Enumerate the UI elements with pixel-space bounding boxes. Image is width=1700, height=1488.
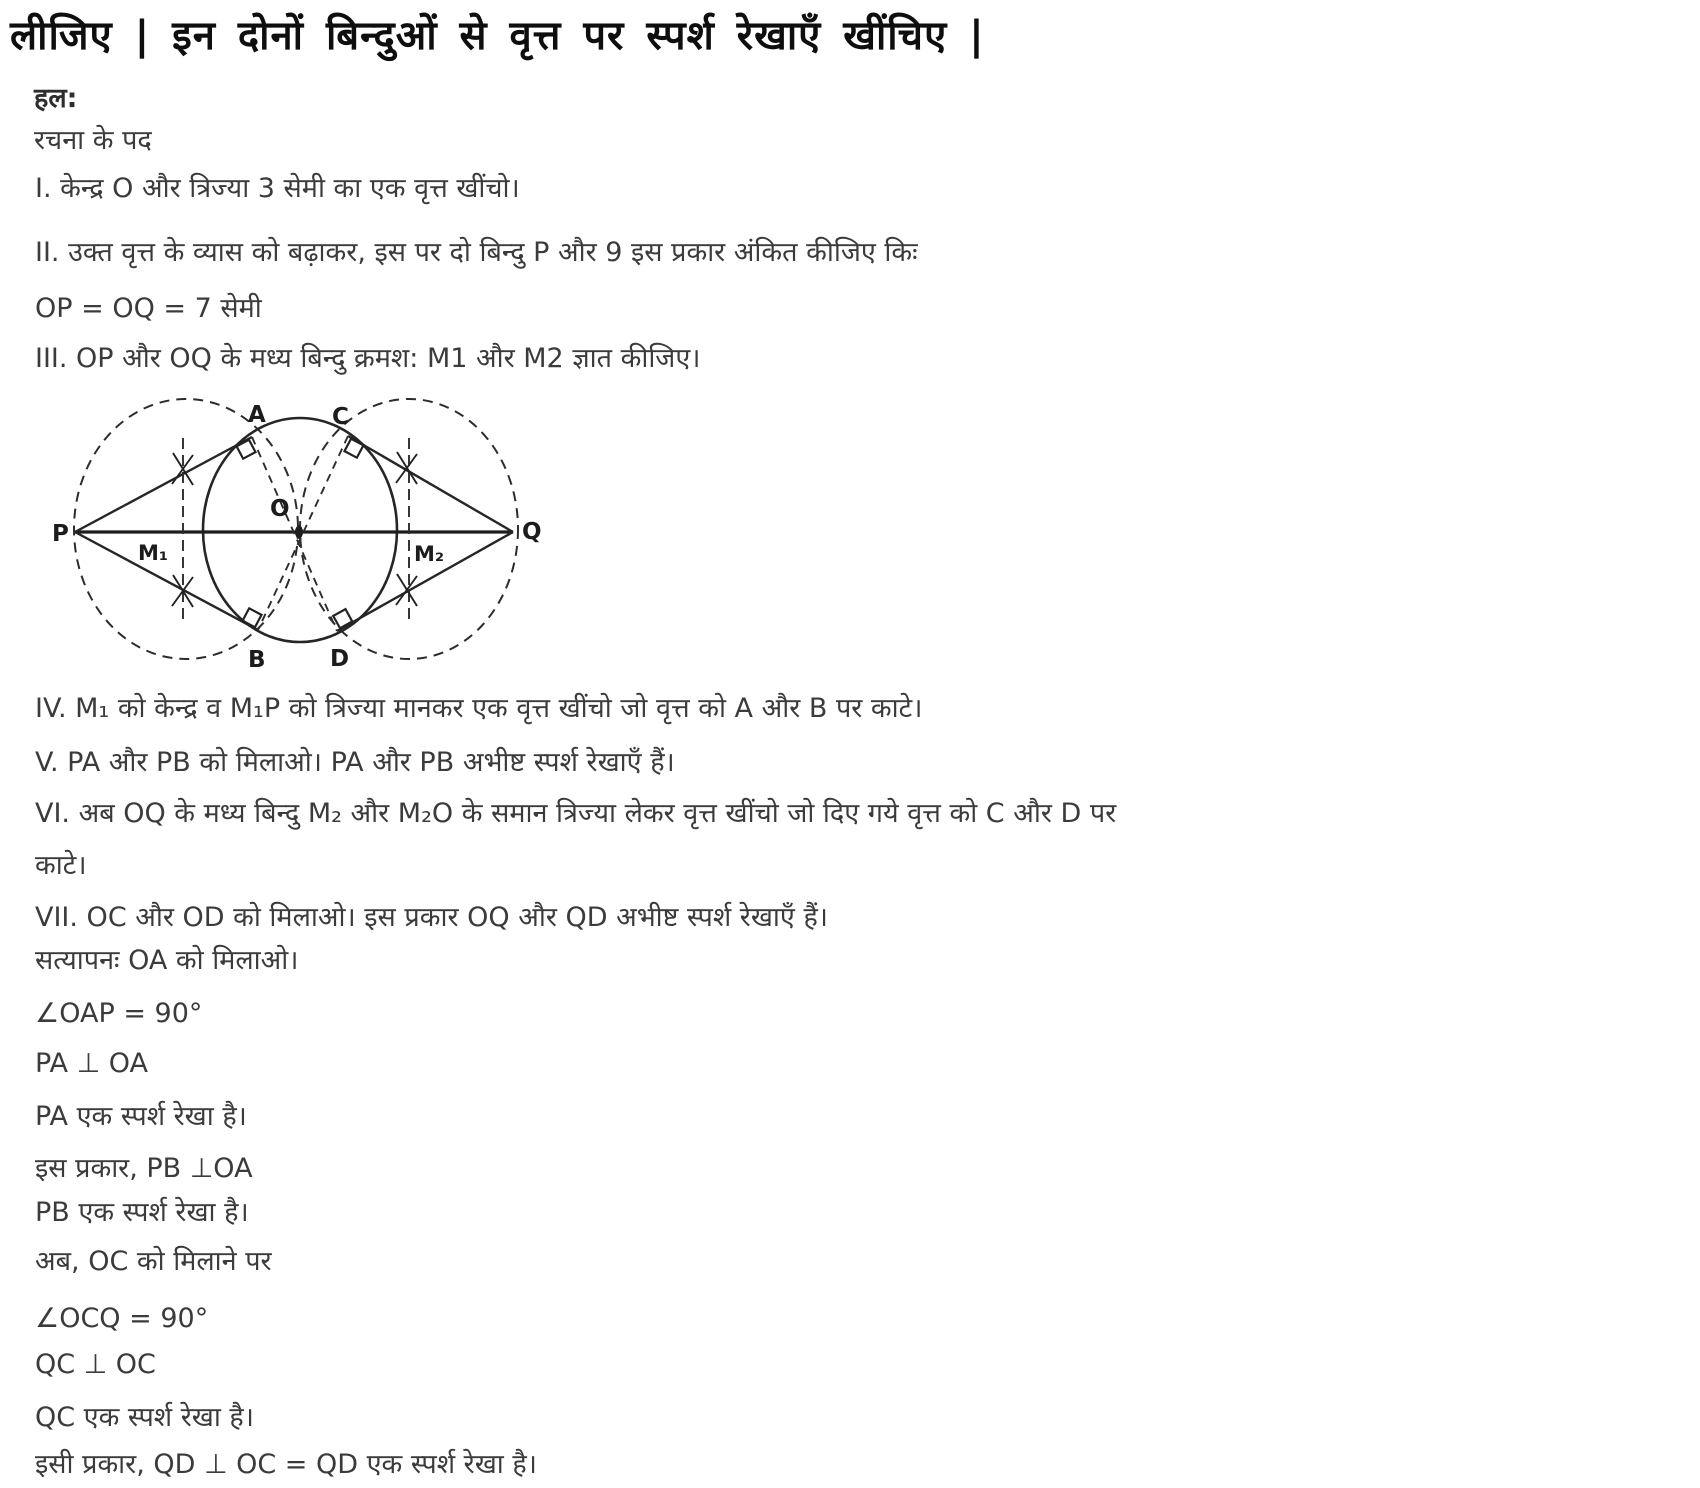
step-line-6: VI. अब OQ के मध्य बिन्दु M₂ और M₂O के समान त्रिज्या लेकर वृत्त खींचो जो दिए गये वृत्त को C और D पर <box>35 798 1117 829</box>
label-m1: M₁ <box>138 541 169 565</box>
statement-line: PB एक स्पर्श रेखा है। <box>35 1197 249 1228</box>
step-line-4: IV. M₁ को केन्द्र व M₁P को त्रिज्या मानकर एक वृत्त खींचो जो वृत्त को A और B पर काटे। <box>35 693 923 724</box>
construction-steps-heading: रचना के पद <box>34 125 152 156</box>
step-line-2b: OP = OQ = 7 सेमी <box>35 293 262 324</box>
statement-line: ∠OAP = 90° <box>35 998 203 1029</box>
tangent-qc <box>348 436 513 532</box>
statement-line: इसी प्रकार, QD ⊥ OC = QD एक स्पर्श रेखा है। <box>35 1449 537 1480</box>
tangent-construction-figure <box>50 362 550 674</box>
center-point-o <box>295 526 303 539</box>
statement-line: QC एक स्पर्श रेखा है। <box>35 1402 254 1433</box>
step-line-6b: काटे। <box>35 850 87 881</box>
step-line-3: III. OP और OQ के मध्य बिन्दु क्रमश: M1 और M2 ज्ञात कीजिए। <box>35 343 701 374</box>
step-line-2: II. उक्त वृत्त के व्यास को बढ़ाकर, इस पर दो बिन्दु P और 9 इस प्रकार अंकित कीजिए किः <box>35 237 918 268</box>
label-p: P <box>52 521 69 547</box>
statement-line: ∠OCQ = 90° <box>35 1303 209 1334</box>
label-d: D <box>330 646 350 672</box>
construction-diagram <box>50 362 550 674</box>
step-line-5: V. PA और PB को मिलाओ। PA और PB अभीष्ट स्पर्श रेखाएँ हैं। <box>35 747 675 778</box>
dashed-line-aod <box>252 437 337 631</box>
tangent-pa <box>75 437 252 532</box>
label-o: O <box>270 496 290 522</box>
step-line-1: I. केन्द्र O और त्रिज्या 3 सेमी का एक वृत्त खींचो। <box>35 173 520 204</box>
step-line-7: VII. OC और OD को मिलाओ। इस प्रकार OQ और QD अभीष्ट स्पर्श रेखाएँ हैं। <box>35 902 829 933</box>
label-m2: M₂ <box>414 542 445 566</box>
page-title: लीजिए | इन दोनों बिन्दुओं से वृत्त पर स्पर्श रेखाएँ खींचिए | <box>10 13 985 59</box>
statement-line: QC ⊥ OC <box>35 1349 156 1380</box>
statement-line: PA ⊥ OA <box>35 1048 148 1079</box>
label-q: Q <box>522 519 542 545</box>
statement-line: अब, OC को मिलाने पर <box>35 1246 272 1277</box>
statement-line: इस प्रकार, PB ⊥OA <box>35 1153 253 1184</box>
label-a: A <box>248 402 266 428</box>
label-b: B <box>248 647 266 673</box>
verification-line: सत्यापनः OA को मिलाओ। <box>35 945 299 976</box>
label-c: C <box>332 404 349 430</box>
arc-cross-mark <box>396 574 417 606</box>
statement-line: PA एक स्पर्श रेखा है। <box>35 1101 247 1132</box>
solution-label: हल: <box>34 83 78 114</box>
dashed-circle-m1 <box>74 399 298 659</box>
arc-cross-mark <box>396 452 417 484</box>
